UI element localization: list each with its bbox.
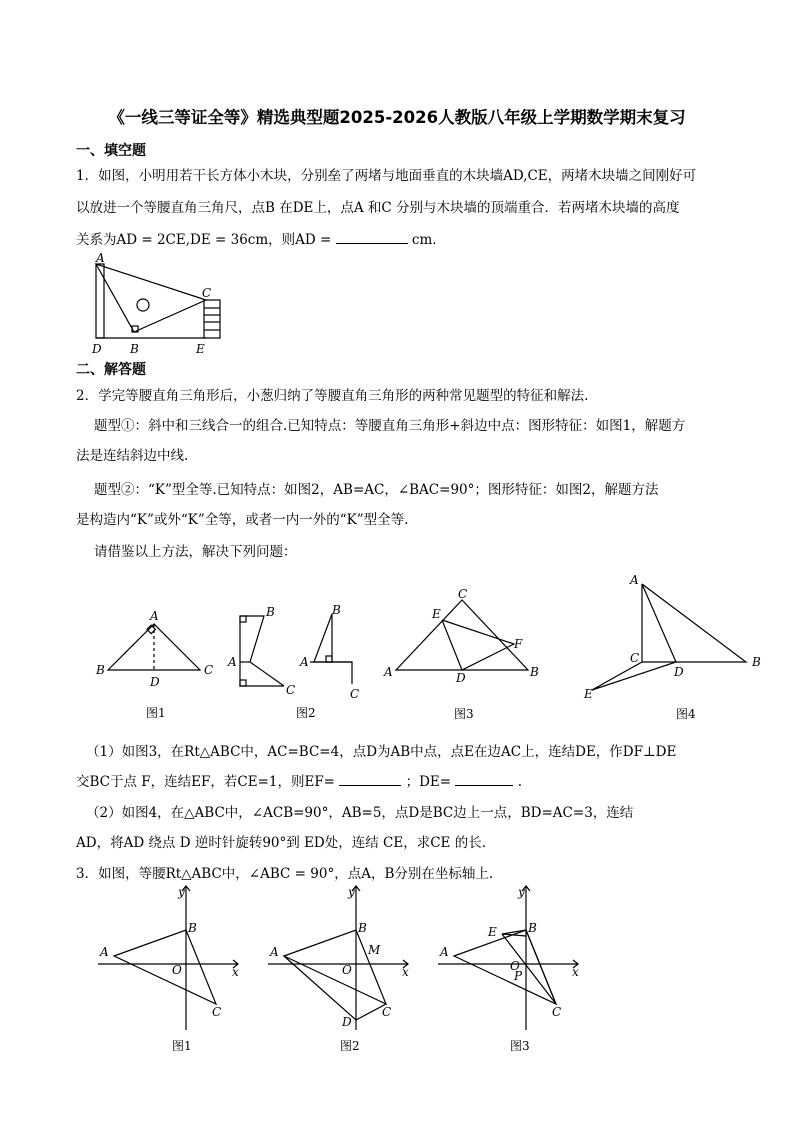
q3f3-label-P: P [514,969,523,983]
q3f3-label-A: A [440,945,449,959]
fig1-caption: 图1 [146,706,166,720]
fig4-label-E: E [584,687,593,701]
q3f2-label-M: M [368,943,381,957]
q3f2-label-C: C [382,1005,392,1019]
fig4-label-B: B [752,655,761,669]
q3f1-label-B: B [188,921,197,935]
q2-prompt: 请借鉴以上方法，解决下列问题： [94,544,297,560]
q1-answer-blank[interactable] [336,243,408,244]
q1-label-B: B [130,342,139,356]
q2-figure-2b [298,600,378,700]
fig3-label-D: D [456,671,466,685]
q2-type2-line-a: 题型②：“K”型全等.已知特点：如图2，AB=AC，∠BAC=90°；图形特征：如图2，解题方法 [94,482,659,498]
q3f1-label-x: x [232,965,239,979]
q3-fig2-caption: 图2 [340,1039,360,1053]
fig2-label-A: A [228,655,237,669]
q2-part1-text-3: . [517,774,522,790]
q2-figure-2 [226,600,316,720]
q3f2-label-A: A [270,945,279,959]
q2-figure-3 [380,588,550,720]
fig3-label-B: B [530,665,539,679]
q2-figure-1 [92,600,222,720]
q2-part1-line-a: （1）如图3，在Rt△ABC中，AC=BC=4，点D为AB中点，点E在边AC上，连结DE，作DF⊥DE [86,744,677,760]
q1-label-D: D [92,342,102,356]
q3f2-label-y: y [348,885,355,899]
section-heading-fill-blank: 一、填空题 [76,143,146,159]
q1-label-A: A [96,251,105,265]
q2-ef-blank[interactable] [339,785,401,786]
q2-type1-line-b: 法是连结斜边中线. [76,448,189,464]
fig4-label-A: A [630,573,639,587]
fig2b-label-B: B [332,603,341,617]
q2-part1-text-1: 交BC于点 F，连结EF，若CE=1，则EF= [76,774,335,790]
q3f3-label-y: y [518,885,525,899]
q3f2-label-D: D [342,1015,352,1029]
fig4-label-C: C [630,651,640,665]
q2-type1-line-a: 题型①：斜中和三线合一的组合.已知特点：等腰直角三角形+斜边中点：图形特征：如图1，解题方 [94,418,686,434]
q2-part2-line-a: （2）如图4，在△ABC中，∠ACB=90°，AB=5，点D是BC边上一点，BD=AC=3，连结 [86,805,634,821]
q3-fig1-caption: 图1 [172,1039,192,1053]
q1-label-E: E [196,342,205,356]
fig3-label-F: F [514,637,523,651]
q3f3-label-O: O [510,959,520,973]
q2-part2-line-b: AD，将AD 绕点 D 逆时针旋转90°到 ED处，连结 CE，求CE 的长. [76,835,486,851]
q1-label-C: C [202,286,212,300]
q2-part1-text-2: ；DE= [405,774,452,790]
fig1-label-A: A [150,609,159,623]
q3f1-label-O: O [172,963,182,977]
q3f3-label-x: x [572,965,579,979]
fig1-label-C: C [204,663,214,677]
wall-ce [204,300,220,338]
q3f2-label-B: B [358,921,367,935]
fig1-label-D: D [150,675,160,689]
q2-de-blank[interactable] [455,785,513,786]
q1-line-3-text: 关系为AD = 2CE,DE = 36cm，则AD = [76,232,332,248]
q1-line-3-unit: cm． [411,232,446,248]
fig3-label-A: A [384,665,393,679]
q3-figure-3 [432,880,592,1060]
fig1-label-B: B [96,663,105,677]
q3f3-label-C: C [552,1005,562,1019]
section-heading-answer: 二、解答题 [76,362,146,378]
q1-line-3 [76,228,736,248]
ruler-hole [137,299,149,311]
fig2-caption: 图2 [296,706,316,720]
q1-figure [86,252,236,356]
page-title: 《一线三等证全等》精选典型题2025-2026人教版八年级上学期数学期末复习 [108,108,686,127]
fig2-label-B: B [266,605,275,619]
fig2-label-C: C [286,683,296,697]
q3f3-label-B: B [528,921,537,935]
fig3-label-E: E [432,607,441,621]
q1-line-2: 以放进一个等腰直角三角尺，点B 在DE上，点A 和C 分别与木块墙的顶端重合．若两堵木块墙的高度 [76,200,680,216]
q3f2-label-x: x [402,965,409,979]
q3f3-label-E: E [488,925,497,939]
q2-figure-4 [582,572,772,722]
q3f2-label-O: O [342,963,352,977]
q3f1-label-C: C [212,1005,222,1019]
q1-line-1: 1．如图，小明用若干长方体小木块，分别垒了两堵与地面垂直的木块墙AD,CE，两堵木块墙之间刚好可 [76,168,697,184]
q3-figure-1 [92,880,252,1060]
q3-figure-2 [262,880,422,1060]
fig4-label-D: D [674,665,684,679]
fig2b-label-C: C [350,687,360,701]
q2-part1-line-b [76,770,736,790]
q3-text: 3．如图，等腰Rt△ABC中，∠ABC = 90°，点A，B分别在坐标轴上． [76,866,503,882]
q3f1-label-A: A [100,945,109,959]
fig4-caption: 图4 [676,707,696,721]
fig3-caption: 图3 [454,707,474,721]
q2-type2-line-b: 是构造内“K”或外“K”全等，或者一内一外的“K”型全等. [76,512,409,528]
fig2b-label-A: A [300,655,309,669]
q3-fig3-caption: 图3 [510,1039,530,1053]
q2-intro: 2．学完等腰直角三角形后，小葱归纳了等腰直角三角形的两种常见题型的特征和解法. [76,388,589,404]
q3f1-label-y: y [178,885,185,899]
fig3-label-C: C [458,587,468,601]
triangle-ruler [96,264,206,332]
